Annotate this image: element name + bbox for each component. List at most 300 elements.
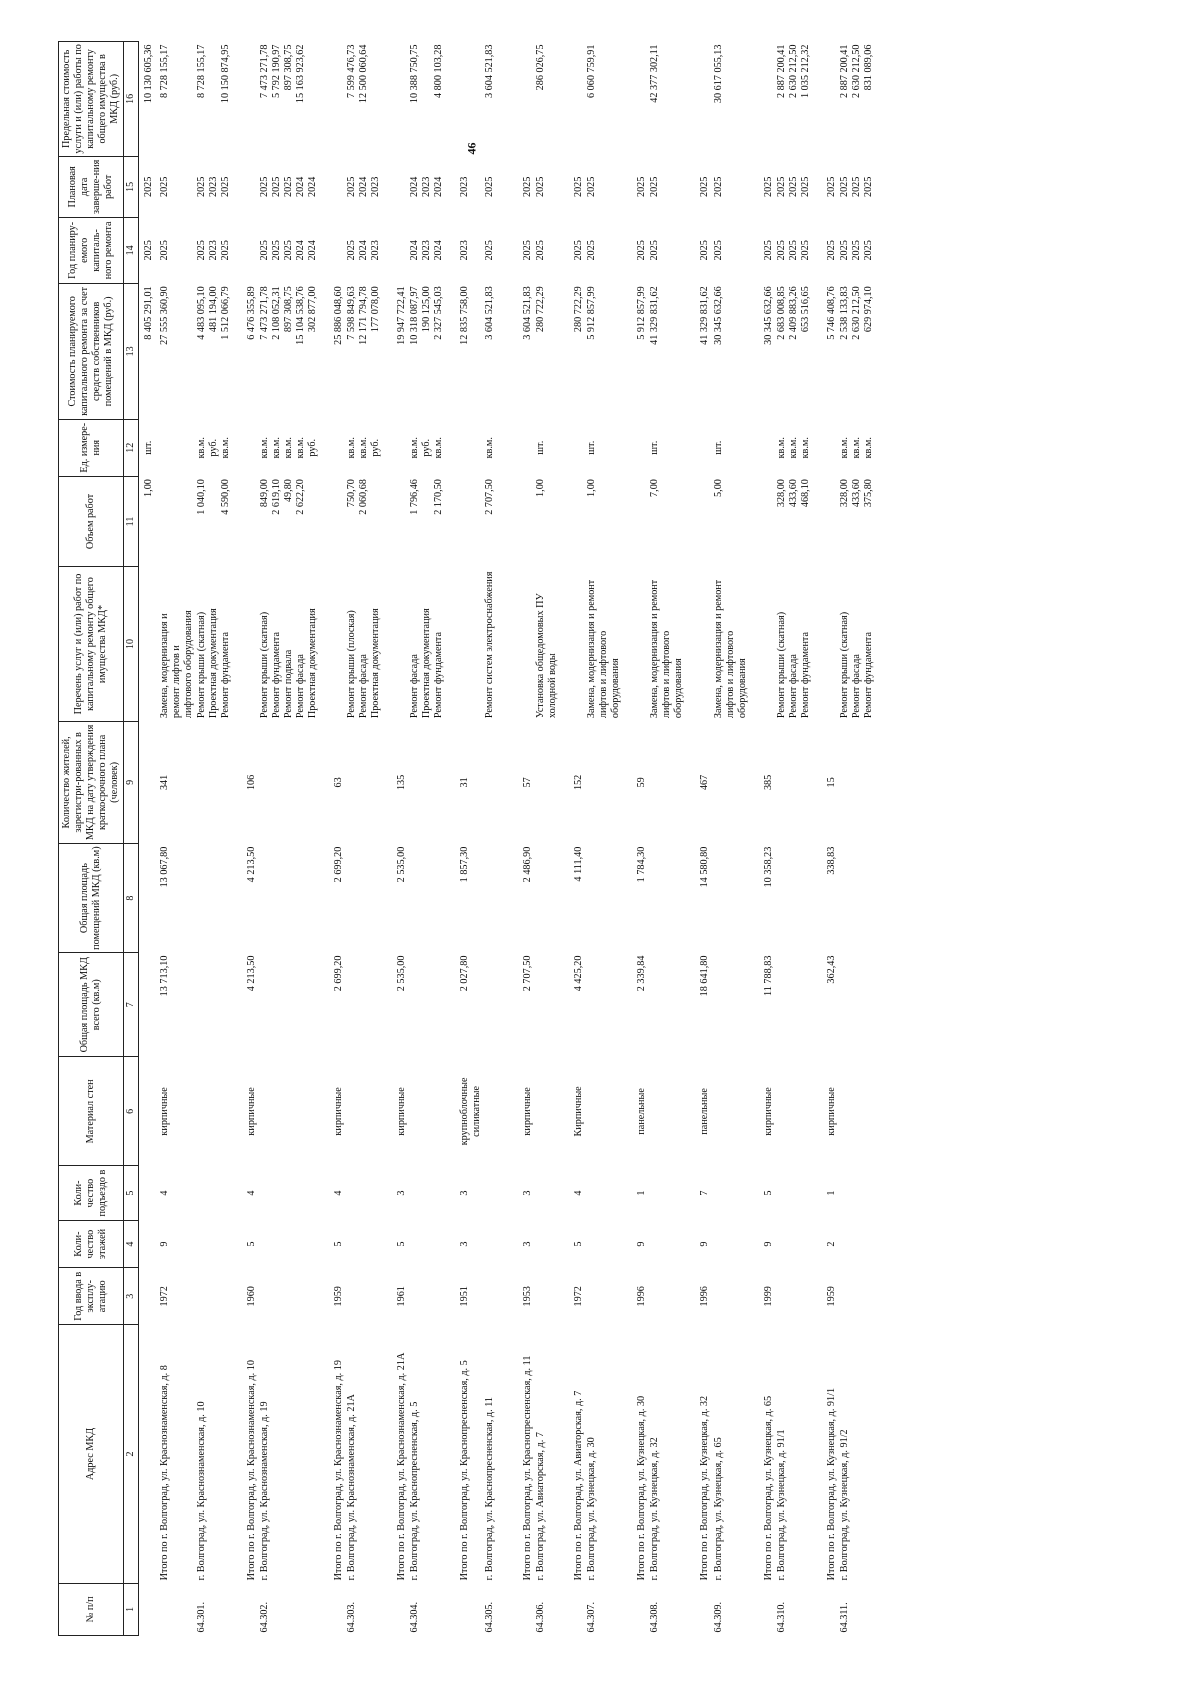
work-cost: 280 722,29 <box>535 286 547 333</box>
unit-list-cell <box>408 419 455 476</box>
entrances-cell: 3 <box>396 1190 408 1196</box>
unit-list-cell <box>585 419 632 476</box>
table-body <box>138 42 884 1636</box>
empty-cell <box>534 1220 569 1268</box>
object-row <box>258 42 329 1636</box>
work-cost: 653 516,65 <box>799 286 811 333</box>
empty-cell <box>712 1057 759 1166</box>
date-list-cell <box>483 156 518 217</box>
header-cell-9: Количество жителей, зарегистри-рованных в МКД на дату утверждения краткосрочного плана (человек) <box>59 721 124 844</box>
empty-cell <box>585 721 632 844</box>
work-name: Установка общедомовых ПУ холодной воды <box>535 593 559 719</box>
work-year-spacer <box>673 220 685 280</box>
column-number-13: 13 <box>124 283 139 419</box>
work-limit-spacer <box>737 45 749 154</box>
work-date: 2025 <box>862 176 874 198</box>
material-cell: кирпичные <box>158 1087 170 1136</box>
work-name: Ремонт фасада <box>850 654 862 719</box>
empty-cell <box>138 1268 155 1325</box>
work-cost-spacer <box>725 286 737 416</box>
unit-list-cell <box>534 419 569 476</box>
cost-cell: 280 722,29 <box>573 286 585 333</box>
work-date-spacer <box>673 159 685 214</box>
work-year: 2025 <box>219 240 231 261</box>
column-number-1: 1 <box>124 1583 139 1635</box>
work-unit-spacer <box>598 422 610 473</box>
empty-cell <box>138 844 155 953</box>
entrances-cell: 3 <box>522 1190 534 1196</box>
column-number-8: 8 <box>124 844 139 953</box>
work-volume: 2 060,68 <box>358 479 370 515</box>
empty-cell <box>712 1166 759 1220</box>
object-row <box>195 42 242 1636</box>
empty-cell <box>345 1220 392 1268</box>
work-year-spacer <box>496 220 508 280</box>
work-date: 2025 <box>775 176 787 198</box>
empty-cell <box>648 1268 695 1325</box>
floors-cell: 3 <box>522 1241 534 1247</box>
work-name: Ремонт крыши (скатная) <box>195 611 207 719</box>
work-volume <box>307 479 319 564</box>
area-rooms-cell: 10 358,23 <box>762 846 774 888</box>
index-cell: 64.304. <box>409 1601 421 1633</box>
work-limit: 42 377 302,11 <box>649 44 661 103</box>
address-cell: г. Волгоград, ул. Краснопресненская, д. 11 <box>484 1396 496 1581</box>
work-unit: шт. <box>535 440 547 455</box>
work-unit: руб. <box>307 438 319 457</box>
work-cost: 481 194,00 <box>207 286 219 333</box>
cost-list-cell <box>195 283 242 419</box>
header-cell-2: Адрес МКД <box>59 1325 124 1584</box>
year-list-cell <box>838 217 885 283</box>
work-unit: шт. <box>712 440 724 455</box>
work-name: Ремонт фасада <box>787 654 799 719</box>
work-year: 2025 <box>283 240 295 261</box>
material-cell: панельные <box>699 1088 711 1135</box>
work-cost-spacer <box>610 286 622 416</box>
work-cost: 7 598 849,63 <box>346 286 358 340</box>
empty-cell <box>408 721 455 844</box>
work-limit: 2 887 200,41 <box>775 44 787 98</box>
work-name: Ремонт фасада <box>358 654 370 719</box>
limit-cell <box>759 42 775 157</box>
empty-cell <box>712 1220 759 1268</box>
work-cost: 15 104 538,76 <box>295 286 307 345</box>
column-number-7: 7 <box>124 953 139 1057</box>
volume-list-cell <box>775 476 822 567</box>
work-unit: шт. <box>649 440 661 455</box>
work-unit: кв.м. <box>838 437 850 459</box>
work-year: 2025 <box>850 240 862 261</box>
object-row <box>345 42 392 1636</box>
work-volume-spacer <box>547 479 559 564</box>
index-cell <box>242 1583 258 1635</box>
work-limit-spacer <box>547 45 559 154</box>
unit-list-cell <box>648 419 695 476</box>
work-name: Проектная документация <box>307 608 319 719</box>
empty-cell <box>585 1220 632 1268</box>
work-limit: 6 060 759,91 <box>586 44 598 98</box>
year-built-cell: 1959 <box>825 1286 837 1307</box>
work-volume-spacer <box>610 479 622 564</box>
index-cell: 64.308. <box>649 1601 661 1633</box>
total-work-line: лифтового оборудования <box>182 610 194 719</box>
work-cost-spacer <box>661 286 673 416</box>
cost-list-cell <box>483 283 518 419</box>
unit-cell <box>518 419 534 476</box>
empty-cell <box>838 844 885 953</box>
work-list-cell <box>534 567 569 721</box>
date-list-cell <box>775 156 822 217</box>
work-cell <box>155 567 195 721</box>
total-work-line: Замена, модернизация и <box>158 613 170 719</box>
floors-cell: 5 <box>333 1241 345 1247</box>
empty-cell <box>138 1220 155 1268</box>
object-row <box>838 42 885 1636</box>
cost-cell: 8 405 291,01 <box>142 286 154 340</box>
rotated-page <box>58 41 1200 1636</box>
work-volume-spacer <box>496 479 508 564</box>
work-volume: 4 590,00 <box>219 479 231 515</box>
work-unit: кв.м. <box>775 437 787 459</box>
volume-cell <box>822 476 838 567</box>
header-cell-8: Общая площадь помещений МКД (кв.м) <box>59 844 124 953</box>
area-rooms-cell: 13 067,80 <box>158 846 170 888</box>
work-year: 2025 <box>346 240 358 261</box>
work-date: 2024 <box>409 176 421 198</box>
work-date-spacer <box>547 159 559 214</box>
volume-cell <box>569 476 585 567</box>
volume-list-cell <box>648 476 695 567</box>
year-built-cell: 1996 <box>699 1286 711 1307</box>
entrances-cell: 5 <box>762 1190 774 1196</box>
work-volume: 328,00 <box>838 479 850 508</box>
date-cell: 2023 <box>459 176 471 198</box>
area-total-cell: 2 707,50 <box>522 955 534 992</box>
empty-cell <box>483 721 518 844</box>
unit-cell <box>569 419 585 476</box>
empty-cell <box>775 1166 822 1220</box>
empty-cell <box>195 1057 242 1166</box>
work-unit-spacer <box>661 422 673 473</box>
year-list-cell <box>483 217 518 283</box>
volume-cell <box>455 476 483 567</box>
work-volume: 433,60 <box>850 479 862 508</box>
date-cell <box>329 156 345 217</box>
work-volume-spacer <box>725 479 737 564</box>
header-cell-12: Ед. измере-ния <box>59 419 124 476</box>
limit-cell <box>695 42 711 157</box>
limit-list-cell <box>483 42 518 157</box>
work-unit: кв.м. <box>346 437 358 459</box>
work-name: Ремонт крыши (плоская) <box>346 610 358 719</box>
work-cost: 10 318 087,97 <box>409 286 421 345</box>
cost-list-cell <box>648 283 695 419</box>
work-volume: 468,10 <box>799 479 811 508</box>
volume-cell <box>392 476 408 567</box>
residents-cell: 467 <box>699 774 711 791</box>
work-limit: 2 887 200,41 <box>838 44 850 98</box>
empty-cell <box>258 1166 329 1220</box>
date-cell: 2025 <box>158 176 170 198</box>
capital-repair-table <box>58 41 885 1636</box>
work-unit: кв.м. <box>195 437 207 459</box>
work-date: 2025 <box>484 176 496 198</box>
work-volume: 750,70 <box>346 479 358 508</box>
year-built-cell: 1960 <box>245 1286 257 1307</box>
empty-cell <box>648 1166 695 1220</box>
date-cell: 2025 <box>142 176 154 198</box>
year-list-cell <box>258 217 329 283</box>
empty-cell <box>195 1268 242 1325</box>
object-row <box>534 42 569 1636</box>
cost-cell: 30 345 632,66 <box>762 286 774 345</box>
area-rooms-cell: 1 857,30 <box>459 846 471 883</box>
total-label: Итого по г. Волгоград, ул. Краснопресненская, д. 5 <box>459 1360 471 1581</box>
address-cell: г. Волгоград, ул. Кузнецкая, д. 32 <box>649 1437 661 1581</box>
volume-cell <box>759 476 775 567</box>
work-date: 2024 <box>295 176 307 198</box>
empty-cell <box>138 1057 155 1166</box>
empty-cell <box>648 1057 695 1166</box>
empty-cell <box>258 953 329 1057</box>
work-cost-spacer <box>496 286 508 416</box>
column-number-4: 4 <box>124 1220 139 1268</box>
work-limit: 8 728 155,17 <box>195 44 207 98</box>
area-rooms-cell: 2 535,00 <box>396 846 408 883</box>
work-cost: 2 538 133,83 <box>838 286 850 340</box>
work-list-cell <box>408 567 455 721</box>
work-unit: кв.м. <box>358 437 370 459</box>
work-cost: 4 483 095,10 <box>195 286 207 340</box>
work-year: 2024 <box>295 240 307 261</box>
column-number-6: 6 <box>124 1057 139 1166</box>
empty-cell <box>585 953 632 1057</box>
empty-cell <box>838 1166 885 1220</box>
empty-cell <box>138 721 155 844</box>
work-unit-spacer <box>673 422 685 473</box>
residents-cell: 57 <box>522 777 534 788</box>
empty-cell <box>138 953 155 1057</box>
work-unit: кв.м. <box>433 437 445 459</box>
work-limit <box>208 45 220 154</box>
work-limit-spacer <box>496 45 508 154</box>
date-list-cell <box>258 156 329 217</box>
total-label: Итого по г. Волгоград, ул. Краснознаменская, д. 10 <box>245 1360 257 1581</box>
work-limit: 15 163 923,62 <box>295 44 307 104</box>
volume-list-cell <box>483 476 518 567</box>
area-rooms-cell: 14 580,80 <box>699 846 711 888</box>
work-year-spacer <box>598 220 610 280</box>
work-cost: 2 327 545,03 <box>433 286 445 340</box>
work-year: 2025 <box>484 240 496 261</box>
date-list-cell <box>195 156 242 217</box>
date-list-cell <box>408 156 455 217</box>
floors-cell: 9 <box>699 1241 711 1247</box>
entrances-cell: 4 <box>333 1190 345 1196</box>
total-label: Итого по г. Волгоград, ул. Кузнецкая, д. 91/1 <box>825 1387 837 1581</box>
total-row <box>822 42 838 1636</box>
work-unit: кв.м. <box>283 437 295 459</box>
total-work <box>159 570 195 718</box>
empty-cell <box>534 1057 569 1166</box>
header-cell-6: Материал стен <box>59 1057 124 1166</box>
year-cell <box>392 217 408 283</box>
header-cell-13: Стоимость планируемого капитального ремонта за счет средств собственников помещений в МКД (руб.) <box>59 283 124 419</box>
limit-list-cell <box>775 42 822 157</box>
work-date-spacer <box>725 159 737 214</box>
empty-cell <box>345 953 392 1057</box>
object-row <box>648 42 695 1636</box>
year-built-cell: 1961 <box>396 1286 408 1307</box>
cost-cell: 6 476 355,89 <box>245 286 257 340</box>
work-year: 2025 <box>787 240 799 261</box>
work-volume-spacer <box>661 479 673 564</box>
unit-cell <box>392 419 408 476</box>
index-cell: 64.303. <box>346 1601 358 1633</box>
work-cell <box>242 567 258 721</box>
empty-cell <box>775 1057 822 1166</box>
work-limit <box>421 45 433 154</box>
material-cell: кирпичные <box>522 1087 534 1136</box>
index-cell <box>518 1583 534 1635</box>
header-cell-14: Год планиру-емого капиталь-ного ремонта <box>59 217 124 283</box>
index-cell <box>569 1583 585 1635</box>
work-year: 2023 <box>421 240 433 261</box>
work-date-spacer <box>496 159 508 214</box>
year-built-cell: 1972 <box>158 1286 170 1307</box>
material-cell: кирпичные <box>333 1087 345 1136</box>
work-name: Ремонт фундамента <box>219 631 231 719</box>
work-year-spacer <box>547 220 559 280</box>
work-limit-spacer <box>598 45 610 154</box>
unit-cell: шт. <box>142 440 154 455</box>
limit-list-cell <box>408 42 455 157</box>
date-cell: 2025 <box>762 176 774 198</box>
work-list-cell <box>258 567 329 721</box>
floors-cell: 9 <box>762 1241 774 1247</box>
header-cell-7: Общая площадь МКД всего (кв.м) <box>59 953 124 1057</box>
total-label: Итого по г. Волгоград, ул. Кузнецкая, д. 65 <box>762 1395 774 1581</box>
work-cell <box>455 567 483 721</box>
work-limit: 4 800 103,28 <box>433 44 445 98</box>
work-cell <box>569 567 585 721</box>
volume-list-cell <box>195 476 242 567</box>
work-cost: 1 512 066,79 <box>219 286 231 340</box>
work-cost: 5 912 857,99 <box>586 286 598 340</box>
material-cell: кирпичные <box>245 1087 257 1136</box>
work-volume: 2 170,50 <box>433 479 445 515</box>
area-total-cell: 2 027,80 <box>459 955 471 992</box>
empty-cell <box>345 844 392 953</box>
work-cost: 3 604 521,83 <box>484 286 496 340</box>
empty-cell <box>345 721 392 844</box>
empty-cell <box>258 844 329 953</box>
year-list-cell <box>585 217 632 283</box>
cost-list-cell <box>775 283 822 419</box>
limit-cell <box>569 42 585 157</box>
column-number-5: 5 <box>124 1166 139 1220</box>
work-date: 2025 <box>799 176 811 198</box>
date-cell: 2025 <box>699 176 711 198</box>
address-cell: г. Волгоград, ул. Краснознаменская, д. 10 <box>195 1401 207 1581</box>
limit-cell <box>518 42 534 157</box>
header-cell-3: Год ввода в эксплу-атацию <box>59 1268 124 1325</box>
total-row <box>242 42 258 1636</box>
work-limit-spacer <box>673 45 685 154</box>
work-cost: 177 078,00 <box>370 286 382 333</box>
work-cost: 2 683 008,85 <box>775 286 787 340</box>
work-name: Ремонт фундамента <box>271 631 283 719</box>
empty-cell <box>648 1220 695 1268</box>
work-name: Ремонт фундамента <box>799 631 811 719</box>
work-limit: 30 617 055,13 <box>712 44 724 104</box>
volume-list-cell <box>712 476 759 567</box>
index-cell: 64.302. <box>259 1601 271 1633</box>
work-list-cell <box>483 567 518 721</box>
area-rooms-cell: 4 111,40 <box>573 846 585 882</box>
floors-cell: 5 <box>396 1241 408 1247</box>
work-unit: руб. <box>370 438 382 457</box>
empty-cell <box>585 1268 632 1325</box>
year-built-cell: 1959 <box>333 1286 345 1307</box>
empty-cell <box>138 567 155 721</box>
entrances-cell: 4 <box>158 1190 170 1196</box>
date-list-cell <box>534 156 569 217</box>
limit-list-cell <box>648 42 695 157</box>
volume-list-cell <box>258 476 329 567</box>
work-unit: кв.м. <box>259 437 271 459</box>
year-cell <box>242 217 258 283</box>
empty-cell <box>483 953 518 1057</box>
empty-cell <box>345 1166 392 1220</box>
area-total-cell: 4 425,20 <box>573 955 585 992</box>
date-cell: 2025 <box>522 176 534 198</box>
header-cell-1: № п/п <box>59 1583 124 1635</box>
index-cell <box>822 1583 838 1635</box>
empty-cell <box>195 844 242 953</box>
work-cost: 41 329 831,62 <box>649 286 661 345</box>
work-unit: кв.м. <box>484 437 496 459</box>
index-cell <box>155 1583 195 1635</box>
address-cell: г. Волгоград, ул. Краснознаменская, д. 19 <box>259 1401 271 1581</box>
work-list-cell <box>345 567 392 721</box>
total-label: Итого по г. Волгоград, ул. Краснопресненская, д. 11 <box>522 1355 534 1581</box>
total-row <box>329 42 345 1636</box>
volume-list-cell <box>585 476 632 567</box>
work-date-spacer <box>610 159 622 214</box>
area-rooms-cell: 2 699,20 <box>333 846 345 883</box>
area-rooms-cell: 1 784,30 <box>636 846 648 883</box>
empty-cell <box>775 953 822 1057</box>
empty-cell <box>138 1583 155 1635</box>
cost-list-cell <box>534 283 569 419</box>
date-cell <box>392 156 408 217</box>
limit-cell: 8 728 155,17 <box>158 44 170 98</box>
work-year: 2024 <box>409 240 421 261</box>
limit-cell <box>242 42 258 157</box>
empty-cell <box>534 1268 569 1325</box>
cost-cell: 12 835 758,00 <box>459 286 471 345</box>
total-row <box>569 42 585 1636</box>
residents-cell: 385 <box>762 774 774 791</box>
work-name: Проектная документация <box>370 608 382 719</box>
work-year: 2025 <box>195 240 207 261</box>
work-volume: 328,00 <box>775 479 787 508</box>
empty-cell <box>648 953 695 1057</box>
total-row <box>155 42 195 1636</box>
work-unit: кв.м. <box>271 437 283 459</box>
